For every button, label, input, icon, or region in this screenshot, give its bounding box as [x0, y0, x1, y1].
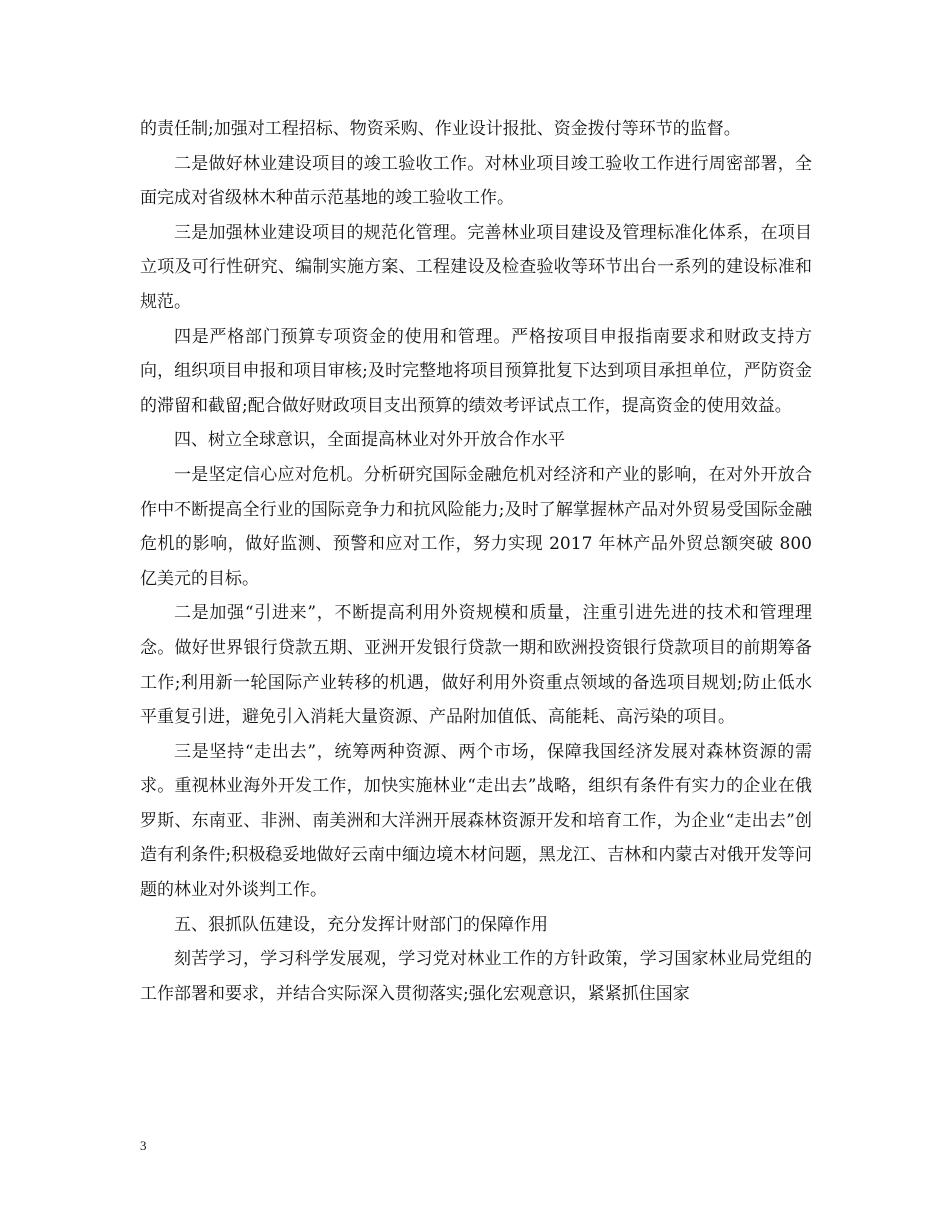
paragraph: 二是做好林业建设项目的竣工验收工作。对林业项目竣工验收工作进行周密部署，全面完成对省级林木种苗示范基地的竣工验收工作。 — [140, 153, 812, 209]
paragraph: 三是加强林业建设项目的规范化管理。完善林业项目建设及管理标准化体系，在项目立项及可行性研究、编制实施方案、工程建设及检查验收等环节出台一系列的建设标准和规范。 — [140, 222, 812, 312]
paragraph: 三是坚持“走出去”，统筹两种资源、两个市场，保障我国经济发展对森林资源的需求。重视林业海外开发工作，加快实施林业“走出去”战略，组织有条件有实力的企业在俄罗斯、东南亚、非洲、南美洲和大洋洲开展森林资源开发和培育工作，为企业“走出去”创造有利条件;积极稳妥地做好云南中缅边境木材问题，黑龙江、吉林和内蒙古对俄开发等问题的林业对外谈判工作。 — [140, 741, 812, 901]
section-heading: 四、树立全球意识，全面提高林业对外开放合作水平 — [174, 430, 565, 451]
paragraph: 四是严格部门预算专项资金的使用和管理。严格按项目申报指南要求和财政支持方向，组织项目申报和项目审核;及时完整地将项目预算批复下达到项目承担单位，严防资金的滞留和截留;配合做好财政项目支出预算的绩效考评试点工作，提高资金的使用效益。 — [140, 326, 812, 416]
section-heading: 五、狠抓队伍建设，充分发挥计财部门的保障作用 — [174, 914, 548, 935]
page-number: 3 — [140, 1138, 147, 1153]
paragraph: 一是坚定信心应对危机。分析研究国际金融危机对经济和产业的影响，在对外开放合作中不断提高全行业的国际竞争力和抗风险能力;及时了解掌握林产品对外贸易受国际金融危机的影响，做好监测、预警和应对工作，努力实现 2017 年林产品外贸总额突破 800 亿美元的目标。 — [140, 464, 812, 589]
paragraph: 的责任制;加强对工程招标、物资采购、作业设计报批、资金拨付等环节的监督。 — [140, 119, 741, 139]
paragraph: 二是加强“引进来”，不断提高利用外资规模和质量，注重引进先进的技术和管理理念。做好世界银行贷款五期、亚洲开发银行贷款一期和欧洲投资银行贷款项目的前期筹备工作;利用新一轮国际产业转移的机遇，做好利用外资重点领域的备选项目规划;防止低水平重复引进，避免引入消耗大量资源、产品附加值低、高能耗、高污染的项目。 — [140, 603, 812, 728]
document-body — [140, 112, 812, 1011]
paragraph: 刻苦学习，学习科学发展观，学习党对林业工作的方针政策，学习国家林业局党组的工作部署和要求，并结合实际深入贯彻落实;强化宏观意识，紧紧抓住国家 — [140, 949, 812, 1004]
